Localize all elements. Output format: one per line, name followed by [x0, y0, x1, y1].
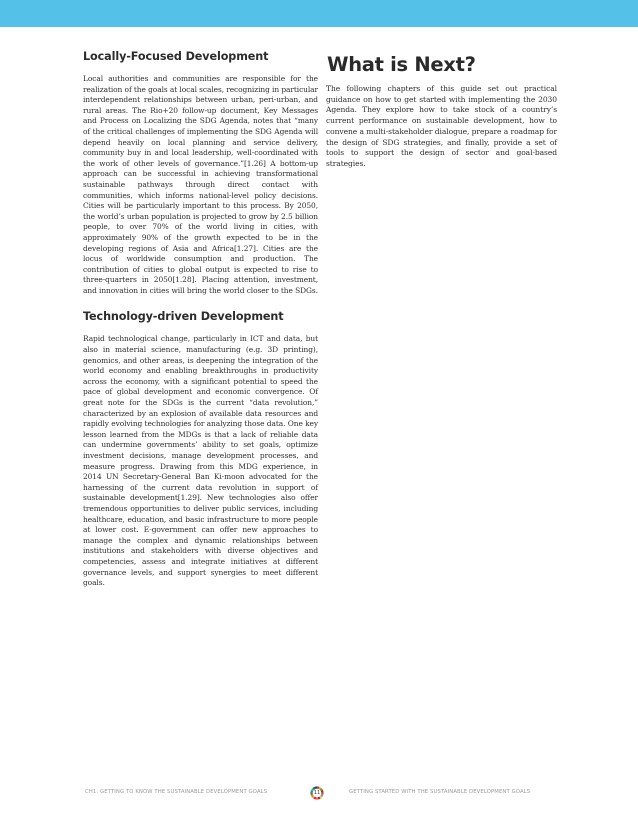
what-is-next-body: The following chapters of this guide set out practical guidance on how to get started with implementing the 2030 Agenda. They explore how to take stock of a country’s current performance on sustainable development, how to convene a multi-stakeholder dialogue, prepare a roadmap for the design of SDG strategies, and finally, provide a set of tools to support the design of sector and goal-based strategies. — [326, 84, 557, 168]
page-footer — [0, 786, 638, 800]
section-body-locally-focused: Local authorities and communities are responsible for the realization of the goals at local scales, recognizing in particular interdependent relationships between urban, peri-urban, and rural areas. The Rio+20 follow-up document, Key Messages and Process on Localizing the SDG Agenda, notes that “many of the critical challenges of implementing the SDG Agenda will depend heavily on local planning and service delivery, community buy in and local leadership, well-coordinated with the work of other levels of governance.”[1.26] A bottom-up approach can be successful in achieving transformational sustainable pathways through direct contact with communities, which informs national-level policy decisions. Cities will be particularly important to this process. By 2050, the world’s urban population is projected to grow by 2.5 billion people, to over 70% of the world living in cities, with approximately 90% of the growth expected to be in the developing regions of Asia and Africa[1.27]. Cities are the locus of worldwide consumption and production. The contribution of cities to global output is expected to rise to three-quarters in 2050[1.28]. Placing attention, investment, and innovation in cities will bring the world closer to the SDGs. — [83, 74, 318, 295]
right-column — [326, 50, 559, 170]
page-number-badge — [310, 786, 324, 800]
section-heading-locally-focused: Locally-Focused Development — [83, 50, 269, 63]
top-accent-bar — [0, 0, 638, 27]
footer-guide-title: GETTING STARTED WITH THE SUSTAINABLE DEVELOPMENT GOALS — [349, 789, 531, 795]
page-number: 11 — [313, 790, 321, 796]
what-is-next-heading: What is Next? — [327, 53, 476, 76]
section-body-technology-driven: Rapid technological change, particularly in ICT and data, but also in material science, manufacturing (e.g. 3D printing), genomics, and other areas, is deepening the integration of the world economy and enabling breakthroughs in productivity across the economy, with a significant potential to speed the pace of global development and economic convergence. Of great note for the SDGs is the current “data revolution,” characterized by an explosion of available data resources and rapidly evolving technologies for analyzing those data. One key lesson learned from the MDGs is that a lack of reliable data can undermine governments’ ability to set goals, optimize investment decisions, manage development processes, and measure progress. Drawing from this MDG experience, in 2014 UN Secretary-General Ban Ki-moon advocated for the harnessing of the current data revolution in support of sustainable development[1.29]. New technologies also offer tremendous opportunities to deliver public services, including healthcare, education, and basic infrastructure to more people at lower cost. E-government can offer new approaches to manage the complex and dynamic relationships between institutions and stakeholders with diverse objectives and competencies, assess and integrate initiatives at different governance levels, and support synergies to meet different goals. — [83, 334, 318, 588]
footer-chapter-label: CH1: GETTING TO KNOW THE SUSTAINABLE DEVELOPMENT GOALS — [85, 789, 268, 795]
section-heading-technology-driven: Technology-driven Development — [83, 310, 284, 324]
left-column — [83, 50, 318, 589]
